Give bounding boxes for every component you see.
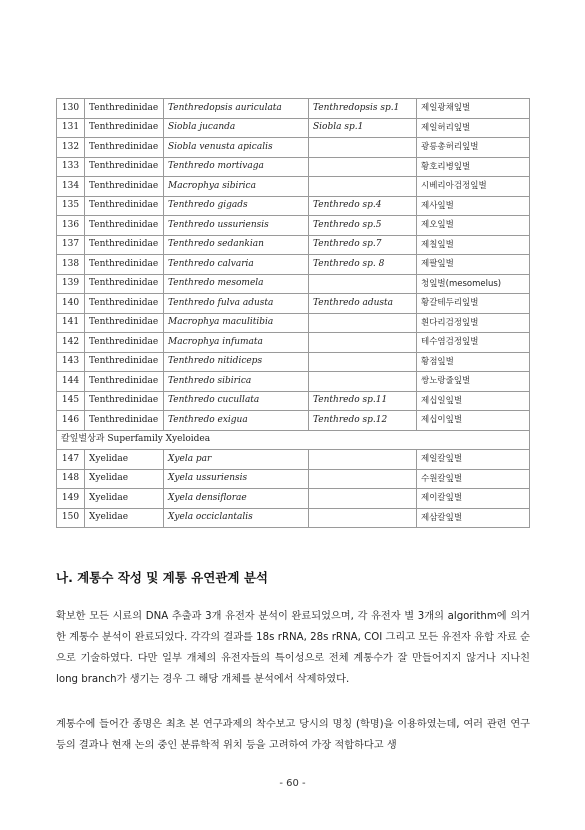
cell-korean: 제칠잎벌: [417, 235, 530, 255]
cell-species: Tenthredo gigads: [164, 196, 309, 216]
cell-number: 131: [57, 118, 85, 138]
table-row: [57, 411, 530, 431]
cell-family: Tenthredinidae: [85, 196, 164, 216]
cell-code: [309, 352, 417, 372]
cell-species: Tenthredopsis auriculata: [164, 99, 309, 119]
table-row: [57, 489, 530, 509]
cell-korean: 광릉총허리잎벌: [417, 138, 530, 158]
cell-korean: 황호리병잎벌: [417, 157, 530, 177]
table-row: [57, 99, 530, 119]
cell-code: [309, 313, 417, 333]
cell-korean: 황점잎벌: [417, 352, 530, 372]
table-section-header: [57, 430, 530, 450]
cell-family: Tenthredinidae: [85, 235, 164, 255]
cell-family: Tenthredinidae: [85, 157, 164, 177]
cell-korean: 청잎벌(mesomelus): [417, 274, 530, 294]
cell-korean: 황갈테두리잎벌: [417, 294, 530, 314]
cell-code: [309, 489, 417, 509]
cell-korean: 테수염검정잎벌: [417, 333, 530, 353]
cell-number: 135: [57, 196, 85, 216]
table-row: [57, 469, 530, 489]
cell-number: 140: [57, 294, 85, 314]
table-row: [57, 255, 530, 275]
cell-species: Macrophya maculitibia: [164, 313, 309, 333]
page-number: - 60 -: [279, 778, 306, 789]
cell-family: Xyelidae: [85, 508, 164, 528]
table-row: [57, 372, 530, 392]
cell-species: Tenthredo nitidiceps: [164, 352, 309, 372]
cell-number: 141: [57, 313, 85, 333]
table-row: [57, 196, 530, 216]
table-row: [57, 450, 530, 470]
table-row: [57, 235, 530, 255]
cell-species: Xyela par: [164, 450, 309, 470]
cell-family: Tenthredinidae: [85, 352, 164, 372]
cell-code: Tenthredo sp.7: [309, 235, 417, 255]
cell-species: Tenthredo exigua: [164, 411, 309, 431]
section-label: [57, 430, 530, 450]
cell-code: Tenthredo sp. 8: [309, 255, 417, 275]
cell-species: Tenthredo sibirica: [164, 372, 309, 392]
cell-family: Tenthredinidae: [85, 99, 164, 119]
cell-korean: 제오잎벌: [417, 216, 530, 236]
cell-family: Tenthredinidae: [85, 391, 164, 411]
cell-korean: 제삼칼잎벌: [417, 508, 530, 528]
cell-species: Siobla venusta apicalis: [164, 138, 309, 158]
cell-number: 132: [57, 138, 85, 158]
cell-species: Xyela occiclantalis: [164, 508, 309, 528]
cell-species: Macrophya infumata: [164, 333, 309, 353]
table-body-tenthredinidae: [57, 99, 530, 431]
cell-family: Tenthredinidae: [85, 411, 164, 431]
cell-species: Tenthredo sedankian: [164, 235, 309, 255]
cell-family: Tenthredinidae: [85, 118, 164, 138]
cell-number: 138: [57, 255, 85, 275]
section-row: [57, 430, 530, 450]
cell-family: Tenthredinidae: [85, 177, 164, 197]
cell-species: Tenthredo calvaria: [164, 255, 309, 275]
cell-number: 150: [57, 508, 85, 528]
cell-code: [309, 450, 417, 470]
table-row: [57, 216, 530, 236]
cell-korean: 제십일잎벌: [417, 391, 530, 411]
cell-species: Xyela ussuriensis: [164, 469, 309, 489]
cell-korean: 제일칼잎벌: [417, 450, 530, 470]
cell-korean: 흰다리검정잎벌: [417, 313, 530, 333]
cell-korean: 제십이잎벌: [417, 411, 530, 431]
cell-family: Tenthredinidae: [85, 372, 164, 392]
cell-number: 133: [57, 157, 85, 177]
section-korean: 칼잎벌상과: [61, 434, 105, 445]
cell-number: 148: [57, 469, 85, 489]
cell-code: Siobla sp.1: [309, 118, 417, 138]
cell-number: 149: [57, 489, 85, 509]
table-row: [57, 333, 530, 353]
cell-code: [309, 508, 417, 528]
table-body-xyelidae: [57, 450, 530, 528]
table-row: [57, 177, 530, 197]
table-row: [57, 118, 530, 138]
cell-family: Tenthredinidae: [85, 216, 164, 236]
cell-code: [309, 138, 417, 158]
cell-code: [309, 274, 417, 294]
cell-number: 142: [57, 333, 85, 353]
cell-number: 139: [57, 274, 85, 294]
table-row: [57, 313, 530, 333]
cell-family: Tenthredinidae: [85, 333, 164, 353]
cell-code: Tenthredo sp.11: [309, 391, 417, 411]
table-row: [57, 508, 530, 528]
cell-family: Xyelidae: [85, 469, 164, 489]
paragraph-1: 확보한 모든 시료의 DNA 추출과 3개 유전자 분석이 완료되었으며, 각 유전자 별 3개의 algorithm에 의거한 계통수 분석이 완료되었다. 각각의 결과를 18s rRNA, 28s rRNA, COI 그리고 모든 유전자 유합 자료 순으로 기술하였다. 다만 일부 개체의 유전자들의 특이성으로 전체 계통수가 잘 만들어지지 않거나 지나친 long branch가 생기는 경우 그 해당 개체를 분석에서 삭제하였다.: [56, 611, 530, 685]
cell-code: Tenthredo sp.5: [309, 216, 417, 236]
cell-code: Tenthredopsis sp.1: [309, 99, 417, 119]
cell-number: 147: [57, 450, 85, 470]
table-row: [57, 138, 530, 158]
cell-species: Xyela densiflorae: [164, 489, 309, 509]
table-row: [57, 294, 530, 314]
paragraph-2: 계통수에 들어간 종명은 최초 본 연구과제의 착수보고 당시의 명칭 (학명)을 이용하였는데, 여러 관련 연구 등의 결과나 현재 논의 중인 분류학적 위치 등을 고려하여 가장 적합하다고 생: [56, 719, 530, 751]
cell-species: Tenthredo mesomela: [164, 274, 309, 294]
cell-family: Xyelidae: [85, 450, 164, 470]
cell-code: Tenthredo sp.12: [309, 411, 417, 431]
cell-number: 146: [57, 411, 85, 431]
cell-species: Tenthredo mortivaga: [164, 157, 309, 177]
cell-species: Macrophya sibirica: [164, 177, 309, 197]
cell-species: Tenthredo fulva adusta: [164, 294, 309, 314]
cell-number: 136: [57, 216, 85, 236]
table-row: [57, 352, 530, 372]
cell-number: 137: [57, 235, 85, 255]
table-row: [57, 274, 530, 294]
section-heading: 나. 계통수 작성 및 계통 유연관계 분석: [56, 570, 268, 585]
cell-code: [309, 333, 417, 353]
cell-code: [309, 177, 417, 197]
cell-korean: 제일광채잎벌: [417, 99, 530, 119]
cell-family: Xyelidae: [85, 489, 164, 509]
section-english: Superfamily Xyeloidea: [107, 434, 211, 445]
cell-species: Siobla jucanda: [164, 118, 309, 138]
cell-family: Tenthredinidae: [85, 138, 164, 158]
cell-korean: 쌍노랑줄잎벌: [417, 372, 530, 392]
species-table: [56, 98, 530, 528]
cell-korean: 제사잎벌: [417, 196, 530, 216]
cell-number: 144: [57, 372, 85, 392]
cell-number: 134: [57, 177, 85, 197]
cell-family: Tenthredinidae: [85, 294, 164, 314]
cell-number: 145: [57, 391, 85, 411]
cell-code: [309, 157, 417, 177]
cell-family: Tenthredinidae: [85, 274, 164, 294]
cell-species: Tenthredo ussuriensis: [164, 216, 309, 236]
cell-species: Tenthredo cucullata: [164, 391, 309, 411]
cell-number: 143: [57, 352, 85, 372]
cell-family: Tenthredinidae: [85, 313, 164, 333]
cell-korean: 제일허리잎벌: [417, 118, 530, 138]
cell-korean: 수원칼잎벌: [417, 469, 530, 489]
cell-code: Tenthredo sp.4: [309, 196, 417, 216]
cell-korean: 제팔잎벌: [417, 255, 530, 275]
cell-code: [309, 469, 417, 489]
cell-number: 130: [57, 99, 85, 119]
cell-korean: 제이칼잎벌: [417, 489, 530, 509]
cell-family: Tenthredinidae: [85, 255, 164, 275]
table-row: [57, 157, 530, 177]
table-row: [57, 391, 530, 411]
cell-code: [309, 372, 417, 392]
cell-korean: 시베리아검정잎벌: [417, 177, 530, 197]
cell-code: Tenthredo adusta: [309, 294, 417, 314]
